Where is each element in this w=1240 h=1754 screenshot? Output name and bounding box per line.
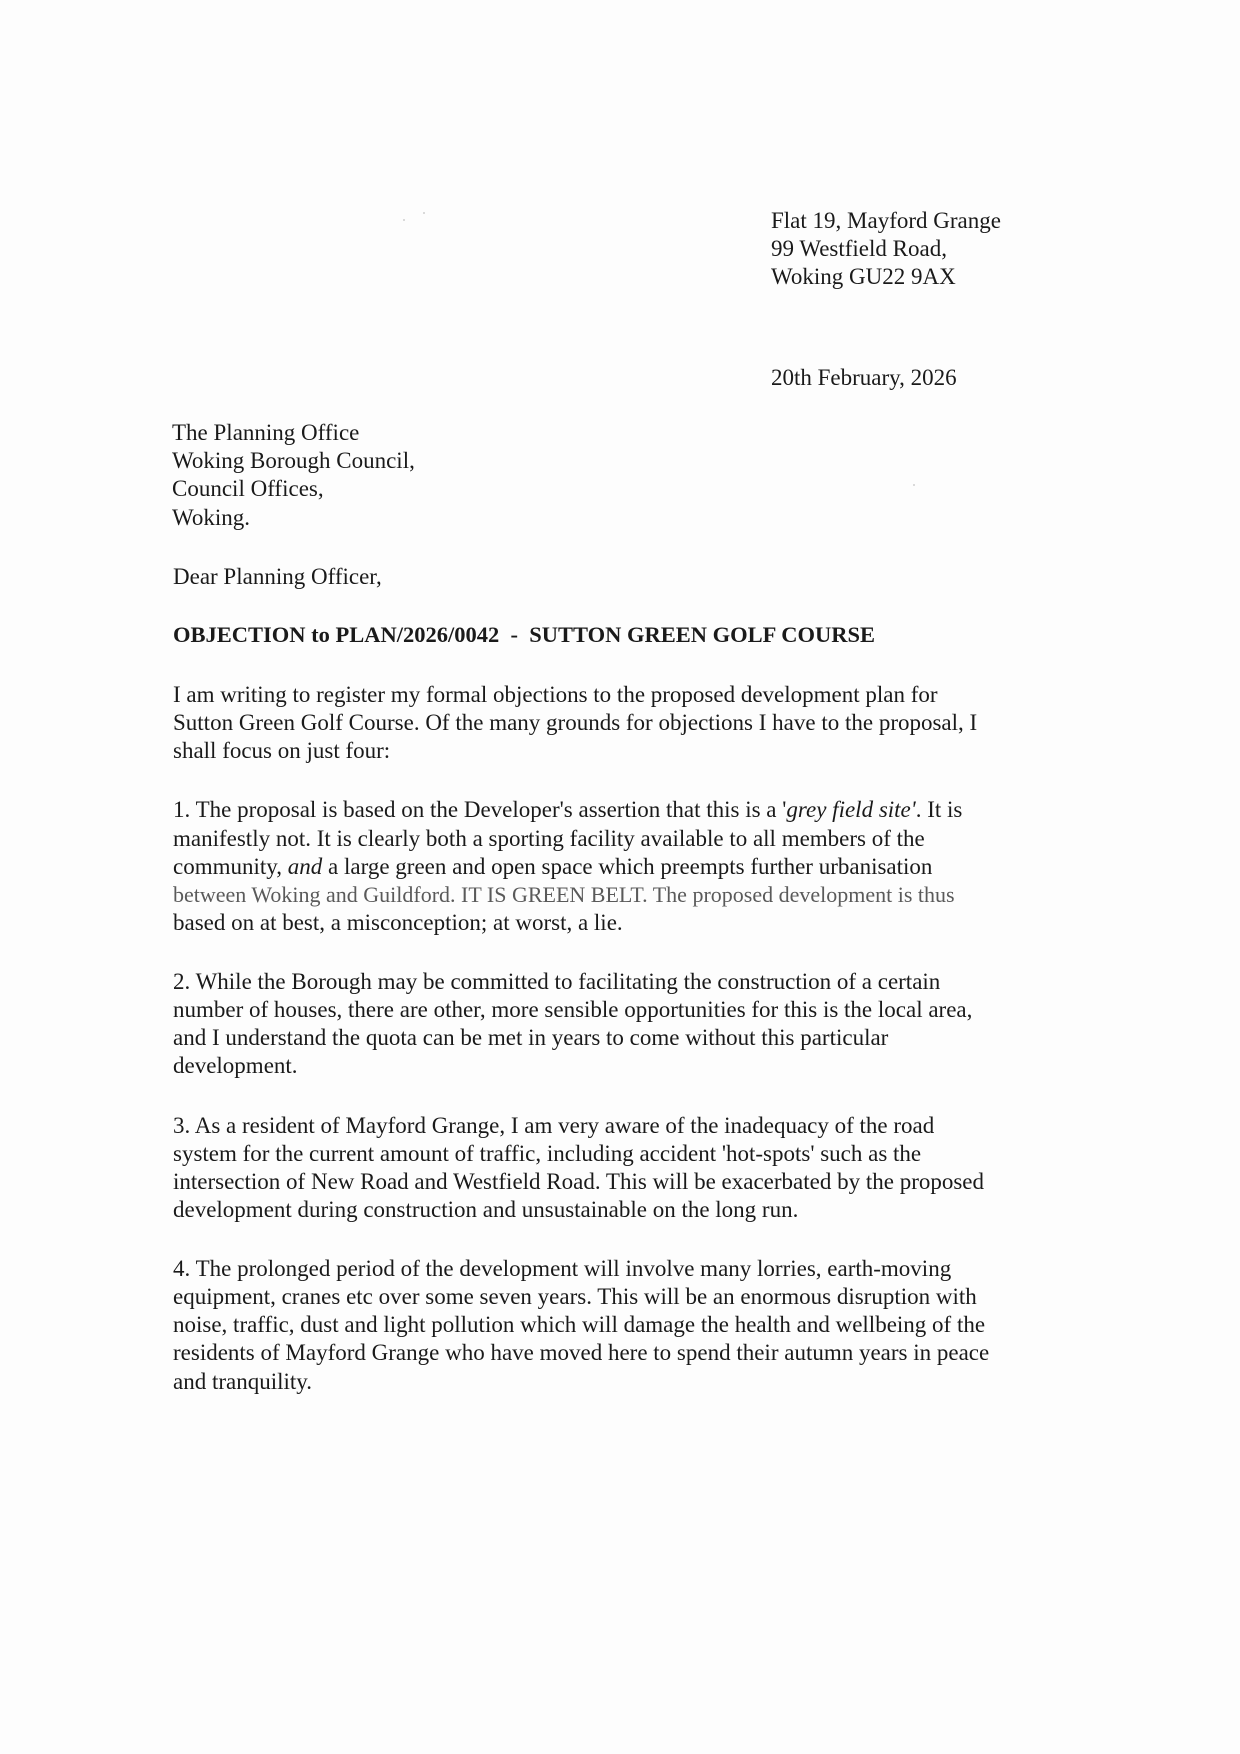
subject-site: SUTTON GREEN GOLF COURSE	[529, 622, 875, 647]
point-4-line: and tranquility.	[173, 1369, 313, 1394]
letter-date: 20th February, 2026	[771, 365, 957, 390]
subject-separator: -	[510, 622, 519, 647]
recipient-line-1: The Planning Office	[172, 420, 360, 445]
point-4-line: 4. The prolonged period of the development will involve many lorries, earth-moving	[173, 1256, 952, 1281]
point-2-line: number of houses, there are other, more sensible opportunities for this is the local area,	[173, 997, 973, 1022]
point-1-line: between Woking and Guildford. IT IS GREEN BELT. The proposed development is thus	[173, 882, 955, 907]
point-1-text: a large green and open space which preempts further urbanisation	[322, 854, 933, 879]
scan-speck	[913, 484, 915, 486]
point-1-line: based on at best, a misconception; at worst, a lie.	[173, 910, 623, 935]
recipient-line-4: Woking.	[172, 505, 251, 530]
point-2-line: 2. While the Borough may be committed to facilitating the construction of a certain	[173, 969, 941, 994]
point-1-text: 1. The proposal is based on the Developer's assertion that this is a '	[173, 797, 787, 822]
subject-heading	[173, 621, 875, 649]
point-1-emphasis: and	[287, 854, 323, 879]
point-1-text: community,	[173, 854, 288, 879]
scan-speck	[403, 219, 405, 221]
sender-address-line-2: 99 Westfield Road,	[771, 236, 947, 261]
point-1-emphasis: grey field site'	[786, 797, 916, 822]
recipient-line-3: Council Offices,	[172, 476, 324, 501]
intro-line: Sutton Green Golf Course. Of the many grounds for objections I have to the proposal, I	[173, 710, 978, 735]
intro-line: I am writing to register my formal objections to the proposed development plan for	[173, 682, 938, 707]
sender-address-line-3: Woking GU22 9AX	[771, 264, 956, 289]
scan-speck	[423, 212, 425, 214]
point-4-line: residents of Mayford Grange who have moved here to spend their autumn years in peace	[173, 1340, 990, 1365]
point-3-line: intersection of New Road and Westfield Road. This will be exacerbated by the proposed	[173, 1169, 985, 1194]
point-1-line	[173, 796, 962, 824]
point-3-line: development during construction and unsustainable on the long run.	[173, 1197, 799, 1222]
point-1-line: manifestly not. It is clearly both a sporting facility available to all members of the	[173, 826, 925, 851]
point-4-line: noise, traffic, dust and light pollution which will damage the health and wellbeing of the	[173, 1312, 986, 1337]
point-1-text: . It is	[915, 797, 963, 822]
point-4-line: equipment, cranes etc over some seven years. This will be an enormous disruption with	[173, 1284, 977, 1309]
point-2-line: development.	[173, 1053, 298, 1078]
recipient-line-2: Woking Borough Council,	[172, 448, 415, 473]
sender-address-line-1: Flat 19, Mayford Grange	[771, 208, 1001, 233]
salutation: Dear Planning Officer,	[173, 564, 382, 589]
point-3-line: 3. As a resident of Mayford Grange, I am very aware of the inadequacy of the road	[173, 1113, 935, 1138]
intro-line: shall focus on just four:	[173, 738, 391, 763]
point-1-line	[173, 853, 932, 881]
subject-reference: OBJECTION to PLAN/2026/0042	[173, 622, 500, 647]
point-3-line: system for the current amount of traffic, including accident 'hot-spots' such as the	[173, 1141, 922, 1166]
point-2-line: and I understand the quota can be met in years to come without this particular	[173, 1025, 889, 1050]
